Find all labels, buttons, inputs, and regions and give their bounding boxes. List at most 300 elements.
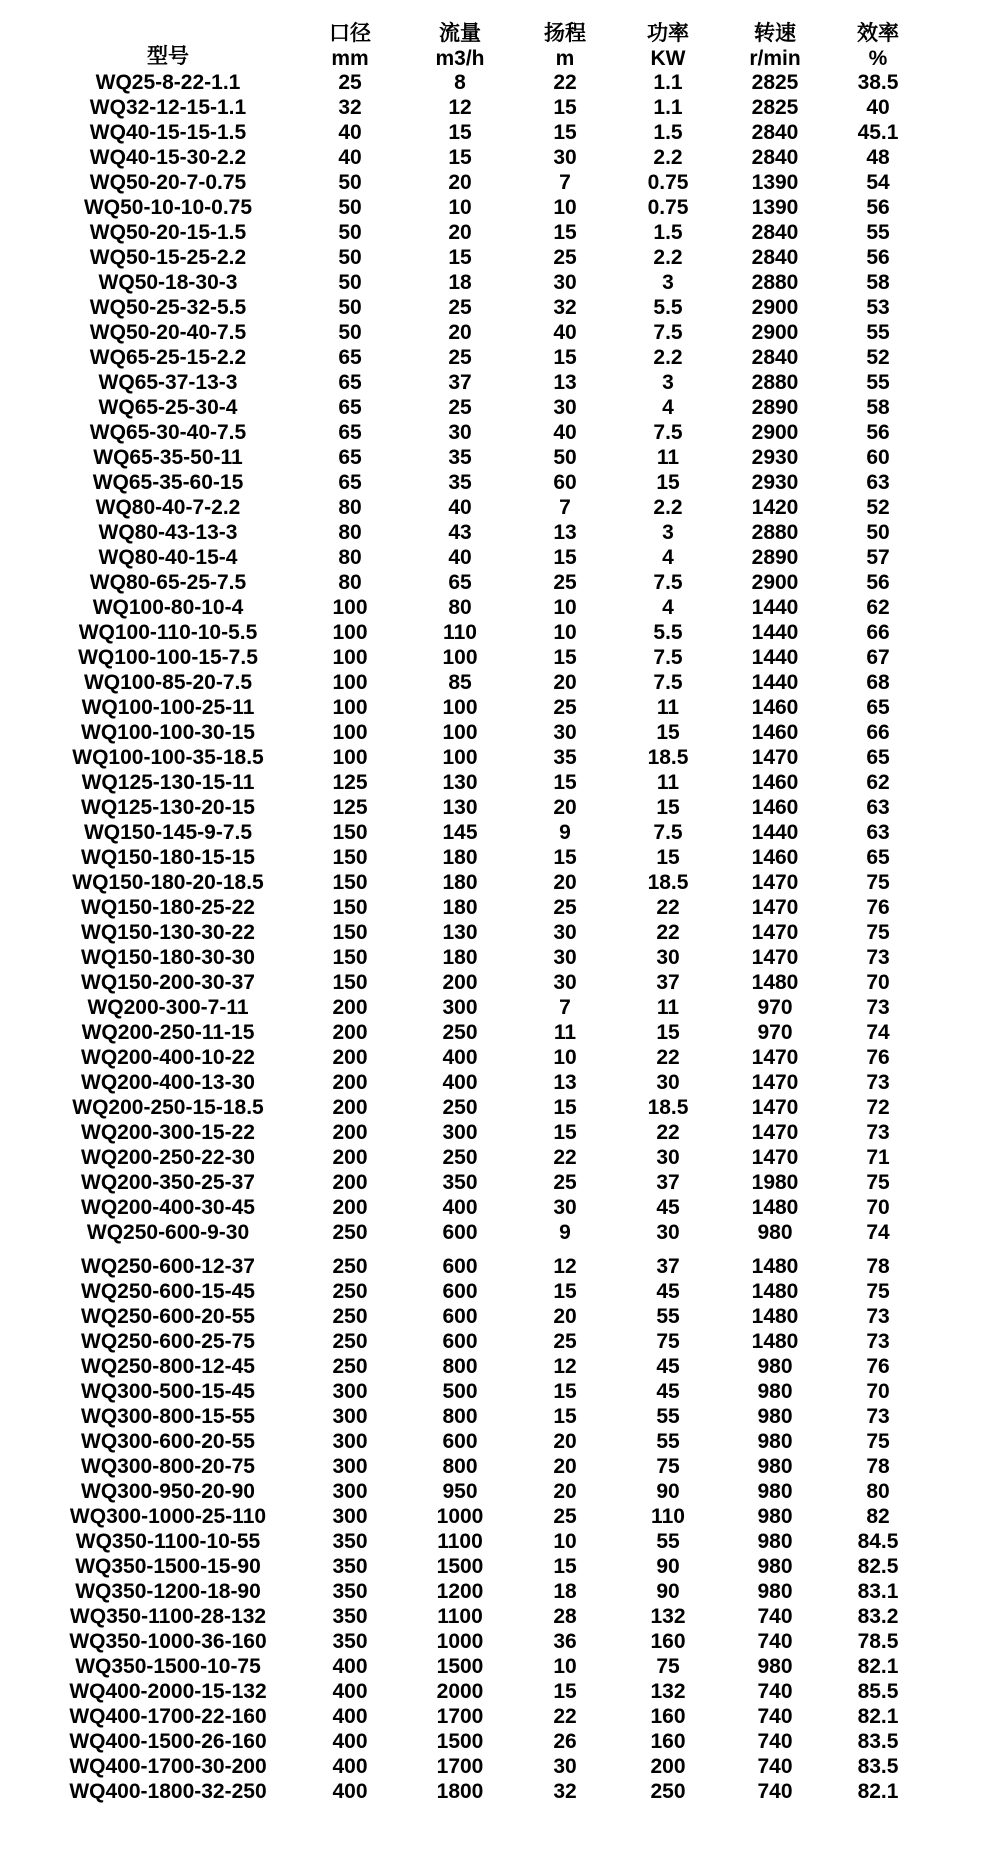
cell-flow: 43 bbox=[448, 521, 472, 544]
cell-power: 75 bbox=[656, 1655, 680, 1678]
cell-speed: 2840 bbox=[751, 246, 799, 269]
cell-diameter: 350 bbox=[332, 1605, 368, 1628]
cell-model: WQ250-600-25-75 bbox=[81, 1330, 255, 1353]
cell-diameter: 65 bbox=[338, 371, 362, 394]
cell-efficiency: 85.5 bbox=[857, 1680, 899, 1703]
table-row bbox=[40, 170, 928, 195]
cell-efficiency: 84.5 bbox=[857, 1530, 899, 1553]
cell-efficiency: 70 bbox=[866, 1380, 890, 1403]
cell-head: 20 bbox=[553, 871, 577, 894]
cell-head: 30 bbox=[553, 946, 577, 969]
cell-efficiency: 73 bbox=[866, 1071, 890, 1094]
cell-diameter: 125 bbox=[332, 771, 368, 794]
cell-model: WQ350-1500-15-90 bbox=[75, 1555, 261, 1578]
cell-speed: 970 bbox=[757, 1021, 793, 1044]
cell-flow: 2000 bbox=[436, 1680, 484, 1703]
cell-diameter: 300 bbox=[332, 1380, 368, 1403]
cell-flow: 600 bbox=[442, 1305, 478, 1328]
cell-diameter: 25 bbox=[338, 71, 362, 94]
cell-speed: 2900 bbox=[751, 296, 799, 319]
cell-flow: 600 bbox=[442, 1330, 478, 1353]
cell-speed: 980 bbox=[757, 1505, 793, 1528]
cell-efficiency: 62 bbox=[866, 596, 890, 619]
table-row bbox=[40, 70, 928, 95]
table-header bbox=[40, 20, 928, 70]
cell-power: 90 bbox=[656, 1480, 680, 1503]
cell-speed: 1460 bbox=[751, 696, 799, 719]
cell-efficiency: 48 bbox=[866, 146, 890, 169]
cell-head: 13 bbox=[553, 521, 577, 544]
cell-model: WQ200-250-15-18.5 bbox=[72, 1096, 264, 1119]
cell-head: 22 bbox=[553, 1146, 577, 1169]
cell-power: 30 bbox=[656, 1071, 680, 1094]
cell-head: 30 bbox=[553, 396, 577, 419]
cell-flow: 400 bbox=[442, 1046, 478, 1069]
cell-efficiency: 58 bbox=[866, 271, 890, 294]
cell-speed: 1390 bbox=[751, 196, 799, 219]
cell-diameter: 150 bbox=[332, 871, 368, 894]
cell-head: 40 bbox=[553, 421, 577, 444]
cell-diameter: 65 bbox=[338, 396, 362, 419]
cell-power: 7.5 bbox=[653, 821, 683, 844]
cell-efficiency: 75 bbox=[866, 921, 890, 944]
cell-model: WQ40-15-30-2.2 bbox=[89, 146, 247, 169]
cell-power: 2.2 bbox=[653, 346, 683, 369]
cell-power: 2.2 bbox=[653, 496, 683, 519]
cell-efficiency: 56 bbox=[866, 196, 890, 219]
cell-speed: 1980 bbox=[751, 1171, 799, 1194]
cell-flow: 1700 bbox=[436, 1755, 484, 1778]
cell-model: WQ25-8-22-1.1 bbox=[95, 71, 241, 94]
cell-diameter: 400 bbox=[332, 1705, 368, 1728]
cell-diameter: 350 bbox=[332, 1630, 368, 1653]
cell-model: WQ80-65-25-7.5 bbox=[89, 571, 247, 594]
cell-speed: 980 bbox=[757, 1530, 793, 1553]
cell-flow: 250 bbox=[442, 1021, 478, 1044]
cell-flow: 20 bbox=[448, 221, 472, 244]
cell-efficiency: 74 bbox=[866, 1221, 890, 1244]
cell-head: 30 bbox=[553, 971, 577, 994]
cell-model: WQ50-20-7-0.75 bbox=[89, 171, 247, 194]
cell-power: 5.5 bbox=[653, 621, 683, 644]
cell-flow: 250 bbox=[442, 1096, 478, 1119]
cell-speed: 1470 bbox=[751, 896, 799, 919]
cell-head: 15 bbox=[553, 121, 577, 144]
cell-head: 9 bbox=[559, 821, 571, 844]
cell-speed: 970 bbox=[757, 996, 793, 1019]
cell-speed: 740 bbox=[757, 1755, 793, 1778]
cell-model: WQ300-800-15-55 bbox=[81, 1405, 255, 1428]
cell-power: 1.1 bbox=[653, 96, 683, 119]
cell-speed: 1480 bbox=[751, 1305, 799, 1328]
cell-power: 18.5 bbox=[647, 1096, 689, 1119]
cell-efficiency: 73 bbox=[866, 946, 890, 969]
cell-diameter: 250 bbox=[332, 1355, 368, 1378]
cell-speed: 2825 bbox=[751, 71, 799, 94]
table-row bbox=[40, 1020, 928, 1045]
cell-flow: 145 bbox=[442, 821, 478, 844]
cell-efficiency: 66 bbox=[866, 621, 890, 644]
cell-flow: 180 bbox=[442, 871, 478, 894]
cell-model: WQ50-20-40-7.5 bbox=[89, 321, 247, 344]
cell-flow: 250 bbox=[442, 1146, 478, 1169]
cell-efficiency: 40 bbox=[866, 96, 890, 119]
cell-power: 3 bbox=[662, 521, 674, 544]
cell-speed: 1470 bbox=[751, 1071, 799, 1094]
cell-model: WQ400-1700-22-160 bbox=[69, 1705, 267, 1728]
table-row bbox=[40, 1579, 928, 1604]
cell-diameter: 100 bbox=[332, 646, 368, 669]
cell-model: WQ300-600-20-55 bbox=[81, 1430, 255, 1453]
cell-head: 30 bbox=[553, 1196, 577, 1219]
cell-model: WQ50-18-30-3 bbox=[98, 271, 238, 294]
cell-model: WQ40-15-15-1.5 bbox=[89, 121, 247, 144]
cell-efficiency: 75 bbox=[866, 1171, 890, 1194]
cell-speed: 1440 bbox=[751, 596, 799, 619]
cell-model: WQ100-100-25-11 bbox=[81, 696, 255, 719]
cell-power: 3 bbox=[662, 371, 674, 394]
cell-model: WQ150-130-30-22 bbox=[81, 921, 255, 944]
cell-diameter: 400 bbox=[332, 1730, 368, 1753]
cell-head: 60 bbox=[553, 471, 577, 494]
cell-power: 75 bbox=[656, 1330, 680, 1353]
cell-efficiency: 76 bbox=[866, 1046, 890, 1069]
cell-flow: 1000 bbox=[436, 1630, 484, 1653]
cell-power: 15 bbox=[656, 1021, 680, 1044]
cell-head: 10 bbox=[553, 1655, 577, 1678]
table-row bbox=[40, 145, 928, 170]
cell-power: 4 bbox=[662, 546, 674, 569]
cell-speed: 980 bbox=[757, 1405, 793, 1428]
cell-speed: 1470 bbox=[751, 1146, 799, 1169]
cell-head: 25 bbox=[553, 246, 577, 269]
table-row bbox=[40, 845, 928, 870]
cell-head: 10 bbox=[553, 596, 577, 619]
col-unit-power: KW bbox=[650, 47, 686, 70]
cell-head: 13 bbox=[553, 1071, 577, 1094]
cell-diameter: 350 bbox=[332, 1580, 368, 1603]
col-header-efficiency: 效率 bbox=[857, 22, 899, 45]
cell-power: 11 bbox=[656, 996, 680, 1019]
table-row bbox=[40, 1354, 928, 1379]
cell-speed: 1470 bbox=[751, 946, 799, 969]
cell-model: WQ350-1100-28-132 bbox=[69, 1605, 267, 1628]
table-row bbox=[40, 595, 928, 620]
cell-efficiency: 82.1 bbox=[857, 1780, 899, 1803]
cell-power: 7.5 bbox=[653, 571, 683, 594]
cell-power: 30 bbox=[656, 1146, 680, 1169]
table-row bbox=[40, 495, 928, 520]
cell-power: 22 bbox=[656, 1121, 680, 1144]
cell-speed: 1420 bbox=[751, 496, 799, 519]
cell-efficiency: 75 bbox=[866, 871, 890, 894]
cell-diameter: 32 bbox=[338, 96, 362, 119]
cell-head: 28 bbox=[553, 1605, 577, 1628]
table-row bbox=[40, 870, 928, 895]
cell-model: WQ200-400-10-22 bbox=[81, 1046, 255, 1069]
cell-speed: 2900 bbox=[751, 421, 799, 444]
cell-efficiency: 63 bbox=[866, 471, 890, 494]
cell-efficiency: 57 bbox=[866, 546, 890, 569]
cell-model: WQ200-250-22-30 bbox=[81, 1146, 255, 1169]
cell-model: WQ100-80-10-4 bbox=[92, 596, 244, 619]
cell-efficiency: 62 bbox=[866, 771, 890, 794]
cell-power: 45 bbox=[656, 1280, 680, 1303]
cell-efficiency: 63 bbox=[866, 821, 890, 844]
cell-head: 22 bbox=[553, 1705, 577, 1728]
cell-model: WQ50-25-32-5.5 bbox=[89, 296, 247, 319]
cell-model: WQ150-180-30-30 bbox=[81, 946, 255, 969]
cell-speed: 1460 bbox=[751, 771, 799, 794]
cell-flow: 1800 bbox=[436, 1780, 484, 1803]
cell-flow: 1700 bbox=[436, 1705, 484, 1728]
cell-speed: 1440 bbox=[751, 621, 799, 644]
cell-flow: 40 bbox=[448, 496, 472, 519]
cell-model: WQ250-600-15-45 bbox=[81, 1280, 255, 1303]
cell-diameter: 65 bbox=[338, 421, 362, 444]
table-row bbox=[40, 1779, 928, 1804]
cell-speed: 1480 bbox=[751, 1255, 799, 1278]
table-row bbox=[40, 1404, 928, 1429]
cell-flow: 37 bbox=[448, 371, 472, 394]
table-row bbox=[40, 445, 928, 470]
cell-head: 32 bbox=[553, 1780, 577, 1803]
cell-model: WQ200-300-7-11 bbox=[87, 996, 249, 1019]
cell-power: 37 bbox=[656, 971, 680, 994]
table-row bbox=[40, 1679, 928, 1704]
cell-efficiency: 50 bbox=[866, 521, 890, 544]
cell-diameter: 150 bbox=[332, 821, 368, 844]
cell-diameter: 80 bbox=[338, 496, 362, 519]
cell-speed: 2880 bbox=[751, 371, 799, 394]
cell-flow: 180 bbox=[442, 896, 478, 919]
cell-flow: 950 bbox=[442, 1480, 478, 1503]
table-row bbox=[40, 1554, 928, 1579]
cell-efficiency: 38.5 bbox=[857, 71, 899, 94]
cell-model: WQ80-40-7-2.2 bbox=[95, 496, 241, 519]
cell-diameter: 50 bbox=[338, 246, 362, 269]
cell-efficiency: 73 bbox=[866, 996, 890, 1019]
table-row bbox=[40, 1479, 928, 1504]
cell-head: 15 bbox=[553, 1096, 577, 1119]
cell-head: 18 bbox=[553, 1580, 577, 1603]
cell-diameter: 250 bbox=[332, 1305, 368, 1328]
cell-diameter: 50 bbox=[338, 321, 362, 344]
cell-speed: 1440 bbox=[751, 821, 799, 844]
cell-power: 75 bbox=[656, 1455, 680, 1478]
table-row bbox=[40, 470, 928, 495]
cell-head: 15 bbox=[553, 771, 577, 794]
cell-flow: 1100 bbox=[437, 1530, 483, 1553]
cell-model: WQ200-400-13-30 bbox=[81, 1071, 255, 1094]
cell-flow: 200 bbox=[442, 971, 478, 994]
table-row bbox=[40, 395, 928, 420]
cell-efficiency: 55 bbox=[866, 371, 890, 394]
cell-model: WQ250-600-20-55 bbox=[81, 1305, 255, 1328]
cell-efficiency: 75 bbox=[866, 1280, 890, 1303]
cell-flow: 15 bbox=[448, 146, 472, 169]
cell-flow: 600 bbox=[442, 1430, 478, 1453]
cell-power: 1.1 bbox=[653, 71, 683, 94]
table-row bbox=[40, 1329, 928, 1354]
cell-flow: 180 bbox=[442, 946, 478, 969]
cell-head: 7 bbox=[559, 996, 571, 1019]
pump-spec-table bbox=[40, 20, 928, 1804]
cell-efficiency: 71 bbox=[866, 1146, 890, 1169]
table-row bbox=[40, 1170, 928, 1195]
cell-power: 45 bbox=[656, 1196, 680, 1219]
cell-flow: 25 bbox=[448, 296, 472, 319]
cell-flow: 1500 bbox=[436, 1730, 484, 1753]
cell-head: 15 bbox=[553, 221, 577, 244]
table-row bbox=[40, 295, 928, 320]
cell-power: 7.5 bbox=[653, 646, 683, 669]
cell-head: 7 bbox=[559, 496, 571, 519]
cell-model: WQ100-100-35-18.5 bbox=[72, 746, 264, 769]
cell-power: 18.5 bbox=[647, 871, 689, 894]
cell-head: 15 bbox=[553, 546, 577, 569]
cell-power: 37 bbox=[656, 1255, 680, 1278]
cell-head: 15 bbox=[553, 1555, 577, 1578]
cell-power: 0.75 bbox=[647, 171, 689, 194]
cell-power: 30 bbox=[656, 946, 680, 969]
cell-power: 55 bbox=[656, 1305, 680, 1328]
cell-power: 15 bbox=[656, 721, 680, 744]
cell-flow: 1500 bbox=[436, 1555, 484, 1578]
table-row bbox=[40, 120, 928, 145]
cell-model: WQ65-35-50-11 bbox=[93, 446, 243, 469]
cell-head: 30 bbox=[553, 146, 577, 169]
cell-model: WQ65-25-15-2.2 bbox=[89, 346, 247, 369]
cell-model: WQ125-130-15-11 bbox=[81, 771, 255, 794]
cell-power: 2.2 bbox=[653, 246, 683, 269]
cell-speed: 1470 bbox=[751, 746, 799, 769]
cell-flow: 25 bbox=[448, 396, 472, 419]
cell-diameter: 250 bbox=[332, 1221, 368, 1244]
cell-diameter: 300 bbox=[332, 1430, 368, 1453]
cell-diameter: 50 bbox=[338, 171, 362, 194]
cell-head: 25 bbox=[553, 696, 577, 719]
cell-speed: 2880 bbox=[751, 521, 799, 544]
cell-head: 10 bbox=[553, 196, 577, 219]
cell-head: 15 bbox=[553, 846, 577, 869]
cell-flow: 130 bbox=[442, 921, 478, 944]
cell-head: 15 bbox=[553, 1680, 577, 1703]
table-row bbox=[40, 245, 928, 270]
cell-speed: 2840 bbox=[751, 346, 799, 369]
cell-speed: 980 bbox=[757, 1430, 793, 1453]
cell-diameter: 125 bbox=[332, 796, 368, 819]
cell-diameter: 200 bbox=[332, 996, 368, 1019]
cell-diameter: 250 bbox=[332, 1280, 368, 1303]
cell-head: 15 bbox=[553, 346, 577, 369]
cell-speed: 980 bbox=[757, 1555, 793, 1578]
table-row bbox=[40, 1279, 928, 1304]
cell-head: 30 bbox=[553, 721, 577, 744]
cell-model: WQ250-800-12-45 bbox=[81, 1355, 255, 1378]
cell-speed: 2930 bbox=[751, 446, 799, 469]
cell-diameter: 200 bbox=[332, 1146, 368, 1169]
cell-diameter: 200 bbox=[332, 1096, 368, 1119]
cell-head: 12 bbox=[553, 1255, 577, 1278]
table-row bbox=[40, 1654, 928, 1679]
cell-flow: 500 bbox=[442, 1380, 478, 1403]
cell-efficiency: 72 bbox=[866, 1096, 890, 1119]
cell-speed: 740 bbox=[757, 1705, 793, 1728]
cell-flow: 800 bbox=[442, 1355, 478, 1378]
cell-diameter: 65 bbox=[338, 346, 362, 369]
cell-flow: 600 bbox=[442, 1221, 478, 1244]
cell-model: WQ150-200-30-37 bbox=[81, 971, 255, 994]
cell-diameter: 50 bbox=[338, 271, 362, 294]
col-header-flow: 流量 bbox=[439, 22, 481, 45]
cell-diameter: 50 bbox=[338, 221, 362, 244]
cell-efficiency: 65 bbox=[866, 846, 890, 869]
cell-head: 9 bbox=[559, 1221, 571, 1244]
cell-flow: 1000 bbox=[436, 1505, 484, 1528]
cell-diameter: 300 bbox=[332, 1405, 368, 1428]
cell-diameter: 350 bbox=[332, 1530, 368, 1553]
cell-flow: 35 bbox=[448, 446, 472, 469]
cell-efficiency: 56 bbox=[866, 571, 890, 594]
cell-model: WQ65-30-40-7.5 bbox=[89, 421, 247, 444]
cell-model: WQ100-100-15-7.5 bbox=[78, 646, 258, 669]
table-row bbox=[40, 1220, 928, 1245]
cell-diameter: 400 bbox=[332, 1680, 368, 1703]
cell-diameter: 300 bbox=[332, 1480, 368, 1503]
col-header-model: 型号 bbox=[147, 45, 189, 68]
cell-diameter: 300 bbox=[332, 1505, 368, 1528]
cell-head: 26 bbox=[553, 1730, 577, 1753]
cell-model: WQ65-25-30-4 bbox=[98, 396, 238, 419]
cell-power: 4 bbox=[662, 596, 674, 619]
cell-model: WQ50-20-15-1.5 bbox=[89, 221, 247, 244]
cell-power: 90 bbox=[656, 1580, 680, 1603]
cell-power: 250 bbox=[650, 1780, 686, 1803]
cell-head: 15 bbox=[553, 1380, 577, 1403]
cell-power: 160 bbox=[650, 1730, 686, 1753]
cell-diameter: 150 bbox=[332, 946, 368, 969]
cell-diameter: 150 bbox=[332, 896, 368, 919]
cell-diameter: 150 bbox=[332, 971, 368, 994]
cell-model: WQ80-40-15-4 bbox=[98, 546, 238, 569]
table-row bbox=[40, 620, 928, 645]
table-row bbox=[40, 1729, 928, 1754]
table-row bbox=[40, 420, 928, 445]
cell-model: WQ65-37-13-3 bbox=[98, 371, 238, 394]
table-row bbox=[40, 1195, 928, 1220]
table-row bbox=[40, 320, 928, 345]
cell-power: 4 bbox=[662, 396, 674, 419]
table-row bbox=[40, 1454, 928, 1479]
table-row bbox=[40, 1304, 928, 1329]
cell-speed: 2880 bbox=[751, 271, 799, 294]
cell-head: 32 bbox=[553, 296, 577, 319]
cell-diameter: 80 bbox=[338, 571, 362, 594]
cell-efficiency: 63 bbox=[866, 796, 890, 819]
cell-speed: 1470 bbox=[751, 1121, 799, 1144]
cell-power: 7.5 bbox=[653, 671, 683, 694]
cell-flow: 15 bbox=[448, 121, 472, 144]
cell-model: WQ150-180-25-22 bbox=[81, 896, 255, 919]
cell-speed: 980 bbox=[757, 1480, 793, 1503]
cell-diameter: 100 bbox=[332, 596, 368, 619]
cell-flow: 400 bbox=[442, 1071, 478, 1094]
cell-efficiency: 76 bbox=[866, 1355, 890, 1378]
cell-speed: 740 bbox=[757, 1730, 793, 1753]
cell-efficiency: 56 bbox=[866, 421, 890, 444]
table-row bbox=[40, 1095, 928, 1120]
